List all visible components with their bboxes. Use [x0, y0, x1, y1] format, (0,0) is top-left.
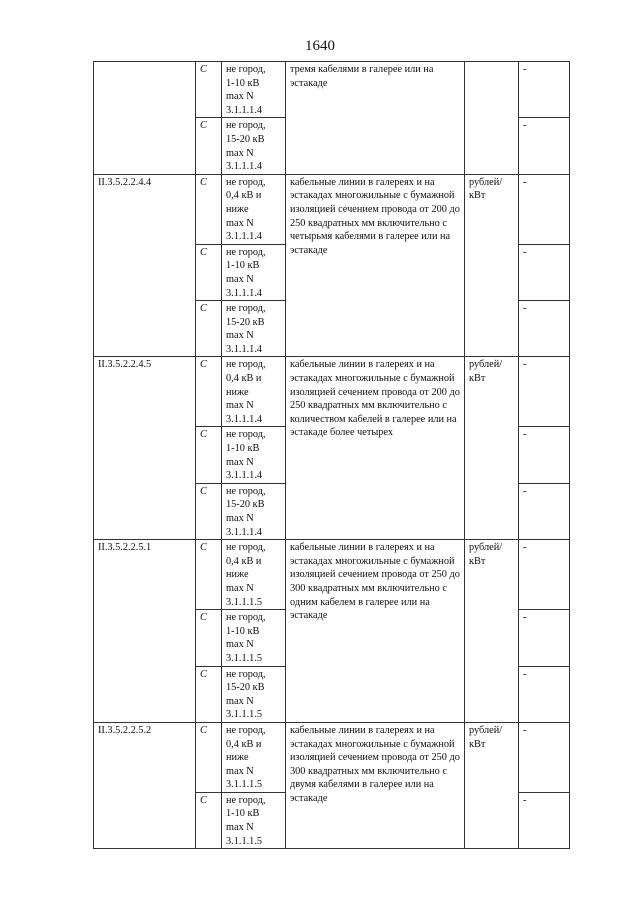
condition-line: 1-10 кВ	[226, 625, 260, 637]
condition-line: 1-10 кВ	[226, 808, 260, 820]
condition-line: max N	[226, 639, 254, 651]
category-cell: С	[196, 792, 222, 848]
category-cell: С	[196, 540, 222, 610]
condition-line: max N	[226, 273, 254, 285]
item-code-cell: II.3.5.2.2.4.5	[94, 357, 196, 540]
condition-line: ниже	[226, 203, 249, 215]
condition-cell	[222, 483, 286, 539]
condition-line: 0,4 кВ и	[226, 190, 262, 202]
description-cell	[286, 62, 465, 175]
value-cell: -	[519, 427, 570, 483]
condition-line: max N	[226, 456, 254, 468]
category-cell: С	[196, 244, 222, 300]
condition-cell	[222, 427, 286, 483]
condition-line: не город,	[226, 612, 266, 624]
category-cell: С	[196, 118, 222, 174]
condition-line: не город,	[226, 724, 266, 736]
condition-line: 3.1.1.1.5	[226, 835, 263, 847]
value-cell: -	[519, 666, 570, 722]
value-cell: -	[519, 483, 570, 539]
condition-line: не город,	[226, 359, 266, 371]
description-cell	[286, 357, 465, 540]
condition-cell	[222, 357, 286, 427]
condition-line: max N	[226, 582, 254, 594]
condition-cell	[222, 666, 286, 722]
table-row	[94, 62, 570, 118]
condition-line: 1-10 кВ	[226, 260, 260, 272]
category-cell: С	[196, 722, 222, 792]
description-cell	[286, 174, 465, 357]
condition-line: 1-10 кВ	[226, 443, 260, 455]
condition-line: 0,4 кВ и	[226, 555, 262, 567]
condition-line: 3.1.1.1.4	[226, 343, 263, 355]
condition-cell	[222, 540, 286, 610]
value-cell: -	[519, 610, 570, 666]
category-cell: С	[196, 62, 222, 118]
condition-line: не город,	[226, 176, 266, 188]
description-text: кабельные линии в галереях и на эстакадах многожильные с бумажной изоляцией сечением провода от 250 до 300 квадратных мм включительно с одним кабелем в галерее или на эстакаде	[290, 542, 460, 622]
value-cell: -	[519, 722, 570, 792]
value-cell: -	[519, 244, 570, 300]
condition-line: max N	[226, 400, 254, 412]
condition-line: 15-20 кВ	[226, 682, 265, 694]
value-cell: -	[519, 62, 570, 118]
condition-line: не город,	[226, 246, 266, 258]
condition-line: 3.1.1.1.4	[226, 287, 263, 299]
condition-line: 0,4 кВ и	[226, 373, 262, 385]
condition-line: 3.1.1.1.4	[226, 526, 263, 538]
value-cell: -	[519, 792, 570, 848]
item-code-cell: II.3.5.2.2.5.2	[94, 722, 196, 848]
item-code-cell: II.3.5.2.2.5.1	[94, 540, 196, 723]
condition-cell	[222, 301, 286, 357]
category-cell: С	[196, 610, 222, 666]
description-text: кабельные линии в галереях и на эстакадах многожильные с бумажной изоляцией сечением провода от 200 до 250 квадратных мм включительно с четырьмя кабелями в галерее или на эстакаде	[290, 176, 460, 256]
unit-cell: рублей/ кВт	[465, 722, 519, 848]
item-code-cell: II.3.5.2.2.4.4	[94, 174, 196, 357]
condition-line: max N	[226, 765, 254, 777]
condition-cell	[222, 118, 286, 174]
table-row	[94, 722, 570, 792]
condition-cell	[222, 62, 286, 118]
table-row	[94, 357, 570, 427]
condition-line: 3.1.1.1.5	[226, 596, 263, 608]
condition-line: 3.1.1.1.5	[226, 709, 263, 721]
condition-line: max N	[226, 91, 254, 103]
condition-line: 0,4 кВ и	[226, 738, 262, 750]
category-cell: С	[196, 174, 222, 244]
condition-cell	[222, 792, 286, 848]
description-cell	[286, 540, 465, 723]
category-cell: С	[196, 357, 222, 427]
value-cell: -	[519, 118, 570, 174]
condition-line: не город,	[226, 542, 266, 554]
condition-line: 15-20 кВ	[226, 133, 265, 145]
condition-line: ниже	[226, 386, 249, 398]
condition-line: не город,	[226, 303, 266, 315]
condition-line: ниже	[226, 569, 249, 581]
condition-line: max N	[226, 822, 254, 834]
description-text: тремя кабелями в галерее или на эстакаде	[290, 64, 434, 89]
condition-line: не город,	[226, 64, 266, 75]
condition-line: 3.1.1.1.4	[226, 161, 263, 173]
condition-line: 3.1.1.1.4	[226, 104, 263, 116]
condition-line: max N	[226, 147, 254, 159]
value-cell: -	[519, 357, 570, 427]
page-number: 1640	[305, 38, 335, 54]
condition-line: не город,	[226, 794, 266, 806]
category-cell: С	[196, 301, 222, 357]
unit-cell: рублей/ кВт	[465, 540, 519, 723]
value-cell: -	[519, 540, 570, 610]
condition-cell	[222, 722, 286, 792]
condition-cell	[222, 610, 286, 666]
description-text: кабельные линии в галереях и на эстакадах многожильные с бумажной изоляцией сечением провода от 200 до 250 квадратных мм включительно с количеством кабелей в галерее или на эстакаде более четырех	[290, 359, 460, 439]
condition-line: max N	[226, 513, 254, 524]
value-cell: -	[519, 174, 570, 244]
unit-cell: рублей/ кВт	[465, 357, 519, 540]
category-cell: С	[196, 483, 222, 539]
condition-line: 3.1.1.1.4	[226, 470, 263, 482]
table-row	[94, 174, 570, 244]
description-cell	[286, 722, 465, 848]
condition-line: max N	[226, 330, 254, 342]
condition-line: 3.1.1.1.5	[226, 652, 263, 664]
description-text: кабельные линии в галереях и на эстакадах многожильные с бумажной изоляцией сечением провода от 250 до 300 квадратных мм включительно с двумя кабелями в галерее или на эстакаде	[290, 724, 460, 804]
condition-line: 3.1.1.1.4	[226, 231, 263, 243]
condition-line: не город,	[226, 120, 266, 132]
category-cell: С	[196, 427, 222, 483]
condition-line: 15-20 кВ	[226, 316, 265, 328]
condition-line: max N	[226, 695, 254, 707]
category-cell: С	[196, 666, 222, 722]
unit-cell	[465, 62, 519, 175]
tariff-table	[93, 61, 570, 849]
value-cell: -	[519, 301, 570, 357]
condition-line: не город,	[226, 429, 266, 441]
condition-line: 1-10 кВ	[226, 77, 260, 89]
condition-line: 3.1.1.1.5	[226, 779, 263, 791]
condition-line: 3.1.1.1.4	[226, 413, 263, 425]
condition-cell	[222, 244, 286, 300]
unit-cell: рублей/ кВт	[465, 174, 519, 357]
condition-line: ниже	[226, 752, 249, 764]
condition-line: 15-20 кВ	[226, 499, 265, 511]
condition-line: не город,	[226, 485, 266, 497]
condition-line: max N	[226, 217, 254, 229]
condition-cell	[222, 174, 286, 244]
condition-line: не город,	[226, 668, 266, 680]
item-code-cell	[94, 62, 196, 175]
table-row	[94, 540, 570, 610]
